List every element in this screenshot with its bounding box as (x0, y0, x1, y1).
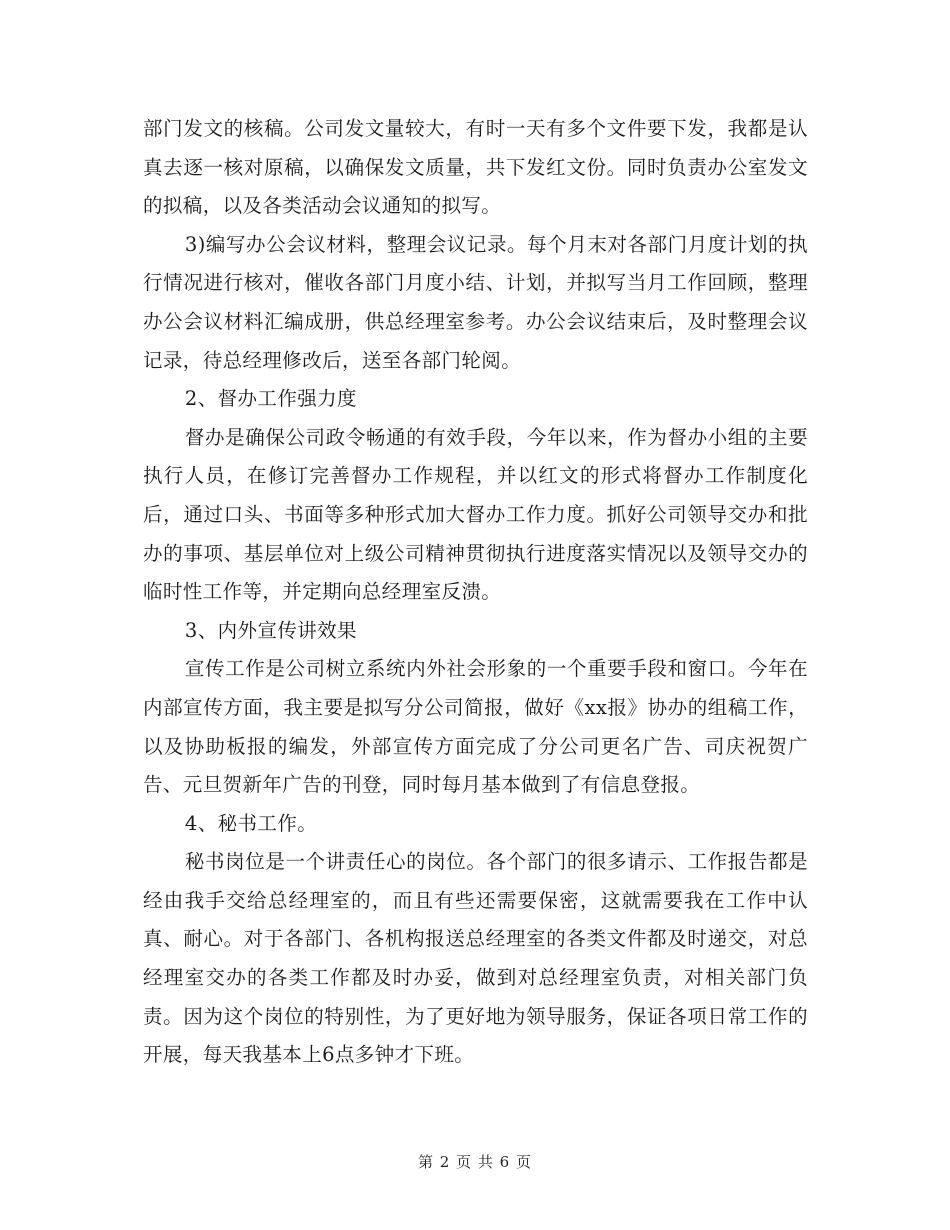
page-number-footer: 第 2 页 共 6 页 (418, 1153, 532, 1171)
document-body (143, 110, 808, 1075)
section-heading-2: 2、督办工作强力度 (184, 387, 357, 411)
paragraph-1: 部门发文的核稿。公司发文量较大，有时一天有多个文件要下发，我都是认真去逐一核对原稿，以确保发文质量，共下发红文份。同时负责办公室发文的拟稿，以及各类活动会议通知的拟写。 (143, 117, 808, 218)
section-heading-4: 4、秘书工作。 (184, 811, 318, 835)
paragraph-3: 督办是确保公司政令畅通的有效手段，今年以来，作为督办小组的主要执行人员，在修订完善督办工作规程，并以红文的形式将督办工作制度化后，通过口头、书面等多种形式加大督办工作力度。抓好公司领导交办和批办的事项、基层单位对上级公司精神贯彻执行进度落实情况以及领导交办的临时性工作等，并定期向总经理室反溃。 (143, 425, 808, 604)
section-heading-3: 3、内外宣传讲效果 (184, 618, 357, 642)
paragraph-2: 3)编写办公会议材料，整理会议记录。每个月末对各部门月度计划的执行情况进行核对，催收各部门月度小结、计划，并拟写当月工作回顾，整理办公会议材料汇编成册，供总经理室参考。办公会议结束后，及时整理会议记录，待总经理修改后，送至各部门轮阅。 (143, 232, 808, 372)
paragraph-5: 秘书岗位是一个讲责任心的岗位。各个部门的很多请示、工作报告都是经由我手交给总经理室的，而且有些还需要保密，这就需要我在工作中认真、耐心。对于各部门、各机构报送总经理室的各类文件都及时递交，对总经理室交办的各类工作都及时办妥，做到对总经理室负责，对相关部门负责。因为这个岗位的特别性，为了更好地为领导服务，保证各项日常工作的开展，每天我基本上6点多钟才下班。 (143, 850, 808, 1067)
paragraph-4: 宣传工作是公司树立系统内外社会形象的一个重要手段和窗口。今年在内部宣传方面，我主要是拟写分公司简报，做好《xx报》协办的组稿工作，以及协助板报的编发，外部宣传方面完成了分公司更名广告、司庆祝贺广告、元旦贺新年广告的刊登，同时每月基本做到了有信息登报。 (143, 657, 808, 797)
